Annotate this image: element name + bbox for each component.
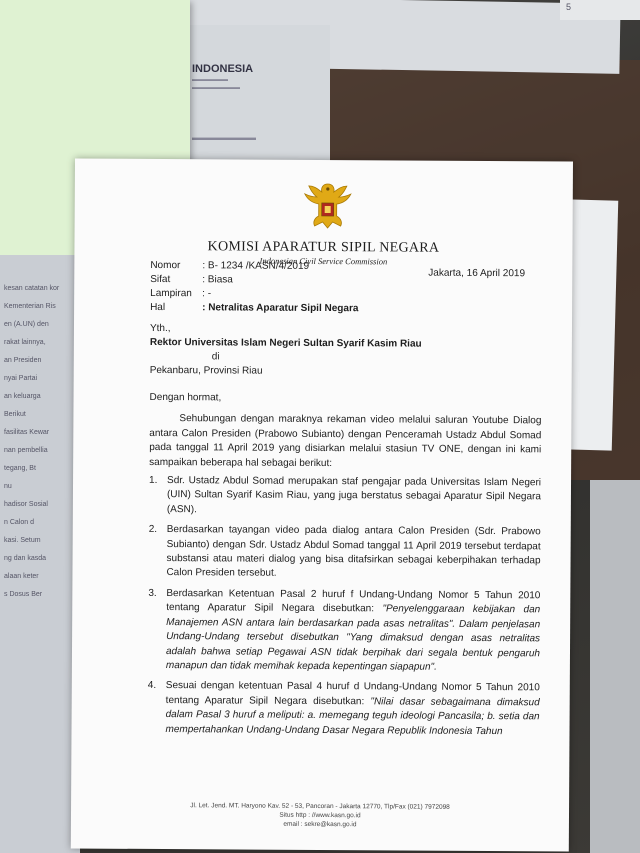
background-text-line: an Presiden bbox=[4, 357, 42, 364]
item-number: 4. bbox=[147, 680, 157, 692]
organization-name: KOMISI APARATUR SIPIL NEGARA bbox=[207, 239, 440, 256]
meta-value: : B- 1234 /KASN/4/2019 bbox=[202, 260, 310, 272]
list-item bbox=[147, 679, 539, 739]
recipient-salutation: Yth., bbox=[149, 322, 171, 335]
meta-key: Lampiran bbox=[150, 287, 192, 300]
list-item bbox=[148, 523, 540, 583]
letter-body bbox=[147, 391, 541, 745]
item-number: 1. bbox=[149, 474, 158, 487]
letter-meta bbox=[150, 259, 359, 316]
background-text-line: hadisor Sosial bbox=[4, 501, 48, 508]
list-item bbox=[148, 587, 541, 676]
background-paper-label: INDONESIA bbox=[192, 63, 254, 75]
background-text-line: rakat lainnya, bbox=[4, 339, 46, 346]
background-paper-mid bbox=[180, 25, 330, 165]
background-text-line: nu bbox=[4, 483, 12, 490]
item-text: Berdasarkan Ketentuan Pasal 2 huruf f Undang-Undang Nomor 5 Tahun 2010 tentang Aparatur Sipil Negara disebutkan: bbox=[166, 587, 541, 615]
letter-date: Jakarta, 16 April 2019 bbox=[428, 267, 526, 280]
background-text-line: nyai Partai bbox=[4, 375, 38, 382]
meta-key: Hal bbox=[150, 301, 166, 314]
item-list bbox=[147, 474, 541, 739]
background-paper-left bbox=[0, 255, 80, 853]
corner-paper bbox=[560, 0, 640, 20]
recipient-block bbox=[150, 322, 422, 380]
garuda-emblem-icon bbox=[301, 178, 355, 230]
list-item bbox=[149, 474, 541, 520]
background-text-line: alaan keter bbox=[4, 573, 39, 580]
background-paper-line: ▬▬▬▬▬▬▬▬ bbox=[192, 133, 256, 142]
meta-value: : Biasa bbox=[202, 274, 233, 286]
item-text: Sesuai dengan ketentuan Pasal 4 huruf d Undang-Undang Nomor 5 Tahun 2010 tentang Aparatur Sipil Negara disebutkan: bbox=[165, 680, 540, 708]
footer-website: Situs http : //www.kasn.go.id bbox=[279, 811, 361, 820]
footer-address: Jl. Let. Jend. MT. Haryono Kav. 52 - 53, Pancoran - Jakarta 12770, Tlp/Fax (021) 7972098 bbox=[190, 802, 450, 811]
background-text-line: en (A.UN) den bbox=[4, 321, 49, 328]
meta-row bbox=[150, 259, 358, 274]
background-text-line: fasilitas Kewar bbox=[4, 429, 50, 436]
background-text-line: Berikut bbox=[4, 411, 26, 418]
meta-row bbox=[150, 301, 358, 316]
meta-key: Sifat bbox=[150, 273, 171, 286]
background-text-line: nan pembellia bbox=[4, 447, 48, 454]
background-text-line: n Calon d bbox=[4, 519, 34, 526]
recipient-place: Pekanbaru, Provinsi Riau bbox=[149, 364, 263, 377]
item-quote: "Penyelenggaraan kebijakan dan Manajemen ASN antara lain berdasarkan pada asas netralitas". Dalam penjelasan Undang-Undang tersebut disebutkan "Yang dimaksud dengan asas netralitas adalah bahwa setiap Pegawai ASN tidak berpihak dari segala bentuk pengaruh manapun dan tidak memihak kepada kepentingan siapapun". bbox=[165, 603, 541, 673]
recipient-preposition: di bbox=[211, 351, 220, 363]
item-quote: "Nilai dasar sebagaimana dimaksud dalam Pasal 3 huruf a meliputi: a. memegang teguh ideologi Pancasila; b. setia dan mempertahankan Undang-Undang Dasar Negara Republik Indonesia Tahun bbox=[165, 696, 540, 737]
meta-key: Nomor bbox=[150, 259, 181, 272]
meta-value: : - bbox=[202, 288, 212, 300]
background-paper-line: ▬▬▬▬▬▬▬▬ bbox=[192, 85, 240, 91]
meta-row bbox=[150, 287, 358, 302]
background-text-line: kasi. Setum bbox=[4, 537, 41, 544]
item-text: Sdr. Ustadz Abdul Somad merupakan staf pengajar pada Universitas Islam Negeri (UIN) Sultan Syarif Kasim Riau, yang juga berstatus sebagai Aparatur Sipil Negara (ASN). bbox=[166, 475, 542, 516]
item-number: 2. bbox=[148, 524, 158, 536]
background-text-line: s Dosus Ber bbox=[4, 591, 43, 598]
background-text-line: ng dan kasda bbox=[4, 555, 47, 562]
subject-value: : Netralitas Aparatur Sipil Negara bbox=[202, 302, 359, 315]
footer-email: email : sekre@kasn.go.id bbox=[283, 820, 357, 829]
organization-name-english: Indonesian Civil Service Commission bbox=[259, 255, 388, 267]
corner-label: 5 bbox=[566, 2, 572, 12]
letter-footer bbox=[71, 800, 569, 830]
item-number: 3. bbox=[148, 587, 157, 599]
background-text-line: tegang, Bt bbox=[4, 465, 36, 472]
background-text-line: Kementerian Ris bbox=[4, 303, 56, 310]
background-text-line: kesan catatan kor bbox=[4, 285, 60, 292]
background-paper-line: ▬▬▬▬▬▬ bbox=[192, 77, 228, 83]
meta-row bbox=[150, 273, 358, 288]
letter-document bbox=[71, 158, 573, 851]
intro-paragraph: Sehubungan dengan maraknya rekaman video melalui saluran Youtube Dialog antara Calon Presiden (Prabowo Subianto) dengan Penceramah Ustadz Abdul Somad pada tanggal 11 April 2019 yang disiarkan melalui stasiun TV ONE, dengan ini kami sampaikan beberapa hal sebagai berikut: bbox=[149, 413, 542, 469]
greeting: Dengan hormat, bbox=[149, 391, 222, 404]
recipient-name: Rektor Universitas Islam Negeri Sultan Syarif Kasim Riau bbox=[149, 336, 422, 350]
background-text-line: an keluarga bbox=[4, 393, 41, 400]
background-paper-right-edge bbox=[590, 480, 640, 853]
item-text: Berdasarkan tayangan video pada dialog antara Calon Presiden (Sdr. Prabowo Subianto) dengan Sdr. Ustadz Abdul Somad tanggal 11 April 2019 tersebut terdapat substansi atau materi dialog yang bisa ditafsirkan sebagai keberpihakan terhadap Calon Presiden tersebut. bbox=[166, 524, 541, 580]
